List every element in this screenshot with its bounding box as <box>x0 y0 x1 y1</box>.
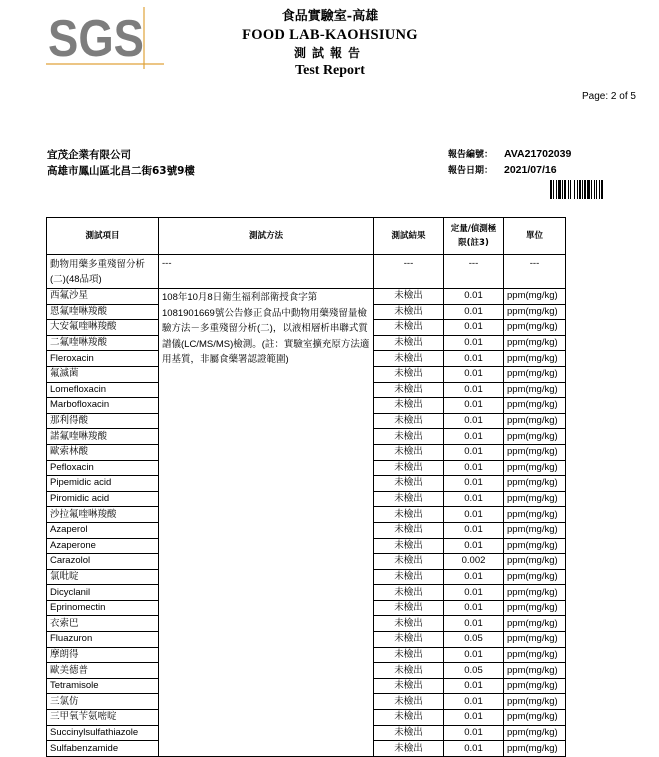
cell-limit: 0.01 <box>444 413 504 429</box>
cell-result: 未檢出 <box>374 522 444 538</box>
cell-unit: ppm(mg/kg) <box>504 725 566 741</box>
cell-unit: ppm(mg/kg) <box>504 429 566 445</box>
cell-limit: 0.01 <box>444 335 504 351</box>
cell-item: 西氟沙星 <box>47 289 159 305</box>
cell-unit: ppm(mg/kg) <box>504 491 566 507</box>
cell-limit: 0.05 <box>444 663 504 679</box>
cell-item: 衣索巴 <box>47 616 159 632</box>
report-number-label: 報告編號： <box>448 150 494 160</box>
cell-limit: 0.01 <box>444 476 504 492</box>
company-name: 宜茂企業有限公司 <box>47 149 131 161</box>
cell-result: 未檢出 <box>374 538 444 554</box>
cell-result: 未檢出 <box>374 585 444 601</box>
report-number: AVA21702039 <box>504 148 572 160</box>
cell-unit: ppm(mg/kg) <box>504 351 566 367</box>
cell-limit: 0.01 <box>444 741 504 757</box>
barcode-icon <box>550 180 612 199</box>
cell-unit: ppm(mg/kg) <box>504 320 566 336</box>
cell-result: 未檢出 <box>374 632 444 648</box>
cell-result: 未檢出 <box>374 366 444 382</box>
cell-limit: 0.01 <box>444 429 504 445</box>
cell-limit: 0.01 <box>444 616 504 632</box>
cell-limit: 0.01 <box>444 366 504 382</box>
cell-result: 未檢出 <box>374 289 444 305</box>
cell-result: 未檢出 <box>374 710 444 726</box>
cell-item: 氟滅菌 <box>47 366 159 382</box>
cell-result: 未檢出 <box>374 569 444 585</box>
group-unit: --- <box>504 255 566 289</box>
header-item: 測試項目 <box>47 218 159 255</box>
cell-result: 未檢出 <box>374 320 444 336</box>
cell-limit: 0.01 <box>444 569 504 585</box>
cell-limit: 0.01 <box>444 678 504 694</box>
cell-unit: ppm(mg/kg) <box>504 678 566 694</box>
group-name: 動物用藥多重殘留分析(二)(48品項) <box>47 255 159 289</box>
lab-name-cn: 食品實驗室-高雄 <box>281 9 379 24</box>
cell-item: Tetramisole <box>47 678 159 694</box>
report-info <box>448 147 571 179</box>
cell-item: Succinylsulfathiazole <box>47 725 159 741</box>
cell-unit: ppm(mg/kg) <box>504 522 566 538</box>
cell-limit: 0.05 <box>444 632 504 648</box>
cell-result: 未檢出 <box>374 647 444 663</box>
group-limit: --- <box>444 255 504 289</box>
cell-unit: ppm(mg/kg) <box>504 335 566 351</box>
header-unit: 單位 <box>504 218 566 255</box>
cell-limit: 0.01 <box>444 351 504 367</box>
cell-limit: 0.01 <box>444 460 504 476</box>
group-row <box>47 255 566 289</box>
table-header-row <box>47 218 566 255</box>
cell-unit: ppm(mg/kg) <box>504 600 566 616</box>
cell-unit: ppm(mg/kg) <box>504 647 566 663</box>
page-number: Page: 2 of 5 <box>582 91 636 102</box>
cell-unit: ppm(mg/kg) <box>504 538 566 554</box>
cell-item: Piromidic acid <box>47 491 159 507</box>
cell-item: 摩朗得 <box>47 647 159 663</box>
cell-item: Carazolol <box>47 554 159 570</box>
cell-item: Lomefloxacin <box>47 382 159 398</box>
cell-unit: ppm(mg/kg) <box>504 460 566 476</box>
cell-result: 未檢出 <box>374 600 444 616</box>
table-row <box>47 289 566 305</box>
cell-item: Sulfabenzamide <box>47 741 159 757</box>
cell-limit: 0.01 <box>444 585 504 601</box>
cell-unit: ppm(mg/kg) <box>504 289 566 305</box>
cell-unit: ppm(mg/kg) <box>504 413 566 429</box>
cell-result: 未檢出 <box>374 507 444 523</box>
cell-limit: 0.01 <box>444 522 504 538</box>
cell-item: 恩氟喹啉羧酸 <box>47 304 159 320</box>
cell-result: 未檢出 <box>374 398 444 414</box>
cell-unit: ppm(mg/kg) <box>504 632 566 648</box>
cell-item: Fleroxacin <box>47 351 159 367</box>
cell-unit: ppm(mg/kg) <box>504 554 566 570</box>
cell-unit: ppm(mg/kg) <box>504 710 566 726</box>
cell-unit: ppm(mg/kg) <box>504 476 566 492</box>
cell-limit: 0.01 <box>444 304 504 320</box>
cell-item: 大安氟喹啉羧酸 <box>47 320 159 336</box>
cell-limit: 0.01 <box>444 491 504 507</box>
cell-unit: ppm(mg/kg) <box>504 304 566 320</box>
report-title-en: Test Report <box>295 63 365 78</box>
cell-limit: 0.01 <box>444 320 504 336</box>
cell-result: 未檢出 <box>374 616 444 632</box>
cell-item: 沙拉氟喹啉羧酸 <box>47 507 159 523</box>
cell-item: Pipemidic acid <box>47 476 159 492</box>
cell-limit: 0.01 <box>444 600 504 616</box>
cell-unit: ppm(mg/kg) <box>504 585 566 601</box>
cell-unit: ppm(mg/kg) <box>504 444 566 460</box>
cell-item: 那利得酸 <box>47 413 159 429</box>
cell-limit: 0.01 <box>444 725 504 741</box>
cell-unit: ppm(mg/kg) <box>504 741 566 757</box>
cell-result: 未檢出 <box>374 725 444 741</box>
cell-item: 氯吡啶 <box>47 569 159 585</box>
cell-unit: ppm(mg/kg) <box>504 398 566 414</box>
cell-unit: ppm(mg/kg) <box>504 616 566 632</box>
cell-result: 未檢出 <box>374 382 444 398</box>
cell-result: 未檢出 <box>374 678 444 694</box>
cell-result: 未檢出 <box>374 663 444 679</box>
results-table <box>46 217 566 757</box>
cell-unit: ppm(mg/kg) <box>504 569 566 585</box>
header-result: 測試結果 <box>374 218 444 255</box>
cell-result: 未檢出 <box>374 429 444 445</box>
cell-item: 諾氟喹啉羧酸 <box>47 429 159 445</box>
cell-item: Azaperone <box>47 538 159 554</box>
report-header <box>230 8 430 80</box>
cell-unit: ppm(mg/kg) <box>504 366 566 382</box>
cell-limit: 0.01 <box>444 507 504 523</box>
cell-result: 未檢出 <box>374 335 444 351</box>
cell-unit: ppm(mg/kg) <box>504 663 566 679</box>
cell-result: 未檢出 <box>374 351 444 367</box>
cell-item: Marbofloxacin <box>47 398 159 414</box>
cell-result: 未檢出 <box>374 476 444 492</box>
cell-result: 未檢出 <box>374 444 444 460</box>
cell-limit: 0.01 <box>444 382 504 398</box>
cell-result: 未檢出 <box>374 304 444 320</box>
cell-result: 未檢出 <box>374 491 444 507</box>
cell-result: 未檢出 <box>374 741 444 757</box>
cell-item: 三氯仿 <box>47 694 159 710</box>
group-method: --- <box>159 255 374 289</box>
svg-text:SGS: SGS <box>48 10 144 68</box>
cell-method: 108年10月8日衛生福利部衛授食字第1081901669號公告修正食品中動物用藥殘留量檢驗方法－多重殘留分析(二)，以液相層析串聯式質譜儀(LC/MS/MS)檢測。(註：實驗室擴充原方法適用基質，非屬食藥署認證範圍) <box>159 289 374 757</box>
company-block <box>47 147 195 179</box>
cell-limit: 0.002 <box>444 554 504 570</box>
cell-item: Fluazuron <box>47 632 159 648</box>
report-date: 2021/07/16 <box>504 164 557 176</box>
cell-limit: 0.01 <box>444 710 504 726</box>
cell-limit: 0.01 <box>444 289 504 305</box>
cell-unit: ppm(mg/kg) <box>504 507 566 523</box>
cell-item: 二氟喹啉羧酸 <box>47 335 159 351</box>
group-result: --- <box>374 255 444 289</box>
report-date-label: 報告日期： <box>448 166 494 176</box>
cell-item: Pefloxacin <box>47 460 159 476</box>
cell-item: Azaperol <box>47 522 159 538</box>
cell-result: 未檢出 <box>374 413 444 429</box>
cell-limit: 0.01 <box>444 694 504 710</box>
cell-item: Dicyclanil <box>47 585 159 601</box>
cell-unit: ppm(mg/kg) <box>504 694 566 710</box>
lab-name-en: FOOD LAB-KAOHSIUNG <box>242 27 418 43</box>
cell-result: 未檢出 <box>374 694 444 710</box>
cell-limit: 0.01 <box>444 538 504 554</box>
cell-limit: 0.01 <box>444 647 504 663</box>
header-method: 測試方法 <box>159 218 374 255</box>
company-address: 高雄市鳳山區北昌二街63號9樓 <box>47 165 195 177</box>
report-title-cn: 測試報告 <box>293 46 366 60</box>
cell-result: 未檢出 <box>374 460 444 476</box>
sgs-logo <box>46 7 164 69</box>
cell-limit: 0.01 <box>444 444 504 460</box>
cell-item: 歐美德普 <box>47 663 159 679</box>
cell-limit: 0.01 <box>444 398 504 414</box>
cell-item: 三甲氧苄氨嘧啶 <box>47 710 159 726</box>
cell-result: 未檢出 <box>374 554 444 570</box>
cell-unit: ppm(mg/kg) <box>504 382 566 398</box>
cell-item: 歐索林酸 <box>47 444 159 460</box>
header-limit: 定量/偵測極限(註3) <box>444 218 504 255</box>
cell-item: Eprinomectin <box>47 600 159 616</box>
